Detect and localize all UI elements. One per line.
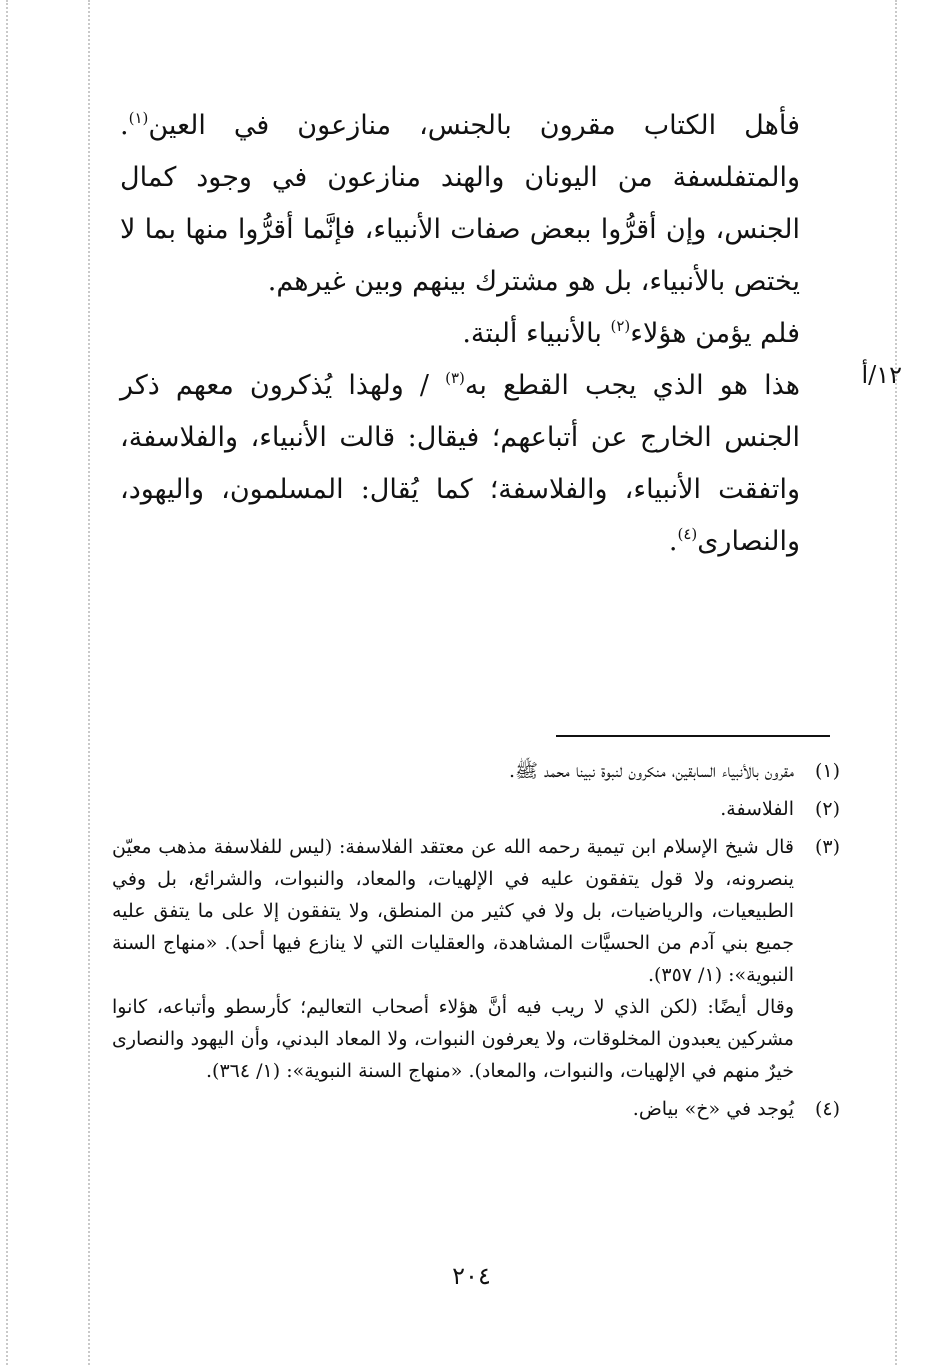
footnote-text [112,831,794,1087]
footnote-2 [112,793,840,825]
footnote-2-text: الفلاسفة. [720,798,794,820]
footnote-1 [112,755,840,787]
footnote-4-text: يُوجد في «خ» بياض. [632,1098,794,1120]
footnote-1-text: مقرون بالأنبياء السابقين، منكرون لنبوة نبينا محمد ﷺ. [508,760,794,782]
margin-dots-left [6,0,8,1365]
footnote-3-text-continued: وقال أيضًا: (لكن الذي لا ريب فيه أنَّ هؤلاء أصحاب التعاليم؛ كأرسطو وأتباعه، كانوا مشركين يعبدون المخلوقات، ولا يعرفون النبوات، ولا المعاد البدني، وأن اليهود والنصارى خيرٌ منهم في الإلهيات، والنبوات، والمعاد). «منهاج السنة النبوية»: (١/ ٣٦٤). [112,996,794,1082]
paragraph-2 [120,308,836,360]
footnote-number: (١) [814,760,840,782]
footnote-marker-4[interactable]: (٤) [677,525,698,543]
footnote-marker-1[interactable]: (١) [128,109,149,127]
footnote-marker-3[interactable]: (٣) [445,369,465,387]
footnote-3 [112,831,840,1087]
paragraph-2-text: فلم يؤمن هؤلاء [630,318,800,349]
footnote-text [112,755,794,787]
margin-dots-right [895,0,897,1365]
footnote-number: (٣) [814,836,840,858]
paragraph-3 [120,360,836,568]
footnote-separator [556,735,830,737]
main-text [120,100,836,568]
paragraph-2-tail: بالأنبياء ألبتة. [462,318,611,349]
footnote-text [112,1093,794,1125]
paragraph-1-tail: . والمتفلسفة من اليونان والهند منازعون في وجود كمال الجنس، وإن أقرُّوا ببعض صفات الأنبياء، فإنَّما أقرُّوا منها بما لا يختص بالأنبياء، بل هو مشترك بينهم وبين غيرهم. [120,110,800,297]
footnote-3-text: قال شيخ الإسلام ابن تيمية رحمه الله عن معتقد الفلاسفة: (ليس للفلاسفة مذهب معيّن ينصرونه، ولا قول يتفقون عليه في الإلهيات، والمعاد، والنبوات، والشرائع، بل وفي الطبيعيات، والرياضيات، بل ولا في كثير من المنطق، ولا يتفقون إلا على ما يتفق عليه جميع بني آدم من الحسيَّات المشاهدة، والعقليات التي لا ينازع فيها أحد). «منهاج السنة النبوية»: (١/ ٣٥٧). [112,836,795,986]
paragraph-3-tail: / ولهذا يُذكرون معهم ذكر الجنس الخارج عن أتباعهم؛ فيقال: قالت الأنبياء، والفلاسفة، واتفقت الأنبياء، والفلاسفة؛ كما يُقال: المسلمون، واليهود، والنصارى [120,370,800,557]
footnote-number: (٢) [814,798,840,820]
footnotes [112,755,840,1131]
manuscript-folio-reference: ١٢/أ [861,361,902,389]
paragraph-3-text: هذا هو الذي يجب القطع به [464,370,800,401]
footnote-number: (٤) [814,1098,840,1120]
page-number: ٢٠٤ [452,1262,491,1290]
paragraph-3-end: . [668,526,678,557]
footnote-4 [112,1093,840,1125]
footnote-marker-2[interactable]: (٢) [610,317,631,335]
paragraph-1 [120,100,836,308]
margin-dots-middle [88,0,90,1365]
footnote-text [112,793,794,825]
paragraph-1-text: فأهل الكتاب مقرون بالجنس، منازعون في العين [148,110,800,141]
